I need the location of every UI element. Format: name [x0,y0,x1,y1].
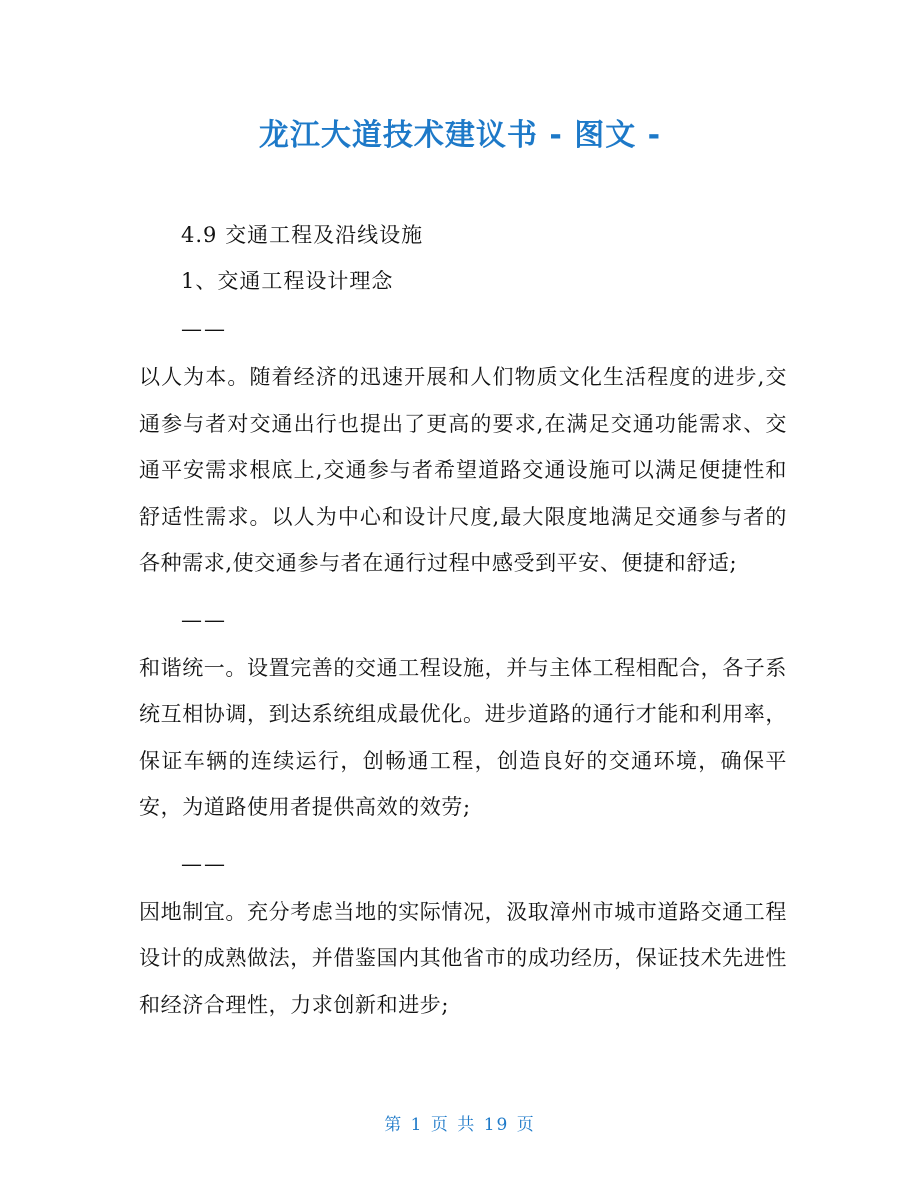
page-footer: 第 1 页 共 19 页 [384,1115,536,1135]
paragraph-local-adaptation: 因地制宜。充分考虑当地的实际情况，汲取漳州市城市道路交通工程设计的成熟做法，并借鉴国内其他省市的成功经历，保证技术先进性和经济合理性，力求创新和进步; [139,899,787,1017]
paragraph-harmony-unity: 和谐统一。设置完善的交通工程设施，并与主体工程相配合，各子系统互相协调，到达系统组成最优化。进步道路的通行才能和利用率，保证车辆的连续运行，创畅通工程，创造良好的交通环境，确保平安，为道路使用者提供高效的效劳; [139,655,787,819]
paragraph-people-oriented: 以人为本。随着经济的迅速开展和人们物质文化生活程度的进步,交通参与者对交通出行也提出了更高的要求,在满足交通功能需求、交通平安需求根底上,交通参与者希望道路交通设施可以满足便捷性和舒适性需求。以人为中心和设计尺度,最大限度地满足交通参与者的各种需求,使交通参与者在通行过程中感受到平安、便捷和舒适; [139,365,787,575]
subsection-heading: 1、交通工程设计理念 [181,269,394,293]
document-body [139,212,787,1028]
section-heading: 4.9 交通工程及沿线设施 [181,223,424,247]
dash-separator: —— [181,317,227,341]
dash-separator: —— [181,607,227,632]
document-title: 龙江大道技术建议书 - 图文 - [258,118,662,153]
dash-separator: —— [181,851,227,876]
